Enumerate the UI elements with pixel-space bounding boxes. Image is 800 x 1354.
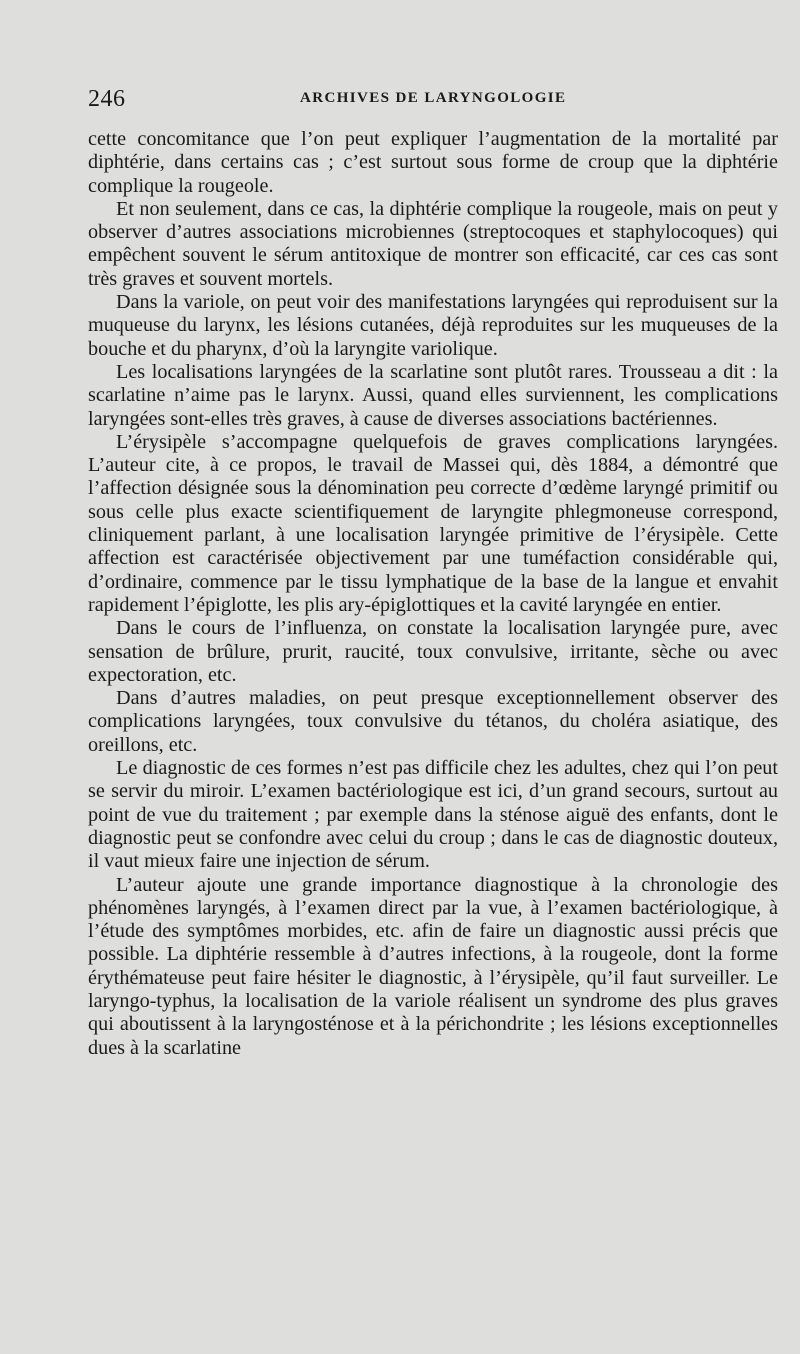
paragraph: Dans d’autres maladies, on peut presque exceptionnellement observer des complications laryngées, toux convulsive du tétanos, du choléra asiatique, des oreillons, etc.	[88, 687, 778, 756]
body-text	[88, 128, 778, 1060]
paragraph: cette concomitance que l’on peut expliquer l’augmentation de la mortalité par diphtérie, dans certains cas ; c’est surtout sous forme de croup que la diphtérie complique la rougeole.	[88, 128, 778, 197]
paragraph: Et non seulement, dans ce cas, la diphtérie complique la rougeole, mais on peut y observer d’autres associations microbiennes (streptocoques et staphylocoques) qui empêchent souvent le sérum antitoxique de montrer son efficacité, car ces cas sont très graves et souvent mortels.	[88, 197, 778, 290]
paragraph: L’érysipèle s’accompagne quelquefois de graves complications laryngées. L’auteur cite, à ce propos, le travail de Massei qui, dès 1884, a démontré que l’affection désignée sous la dénomination peu correcte d’œdème laryngé primitif ou sous celle plus exacte scientifiquement de laryngite phlegmoneuse correspond, cliniquement parlant, à une localisation laryngée primitive de l’érysipèle. Cette affection est caractérisée objectivement par une tuméfaction considérable qui, d’ordinaire, commence par le tissu lymphatique de la base de la langue et envahit rapidement l’épiglotte, les plis ary-épiglottiques et la cavité laryngée en entier.	[88, 430, 778, 616]
journal-title: ARCHIVES DE LARYNGOLOGIE	[300, 90, 567, 106]
paragraph: Les localisations laryngées de la scarlatine sont plutôt rares. Trousseau a dit : la scarlatine n’aime pas le larynx. Aussi, quand elles surviennent, les complications laryngées sont-elles très graves, à cause de diverses associations bactériennes.	[88, 360, 778, 430]
paragraph: L’auteur ajoute une grande importance diagnostique à la chronologie des phénomènes laryngés, à l’examen direct par la vue, à l’examen bactériologique, à l’étude des symptômes morbides, etc. afin de faire un diagnostic aussi précis que possible. La diphtérie ressemble à d’autres infections, à la rougeole, dont la forme érythémateuse peut faire hésiter le diagnostic, à l’érysipèle, qu’il faut surveiller. Le laryngo-typhus, la localisation de la variole réalisent un syndrome des plus graves qui aboutissent à la laryngosténose et à la périchondrite ; les lésions exceptionnelles dues à la scarlatine	[88, 873, 778, 1059]
paragraph: Dans la variole, on peut voir des manifestations laryngées qui reproduisent sur la muqueuse du larynx, les lésions cutanées, déjà reproduites sur les muqueuses de la bouche et du pharynx, d’où la laryngite variolique.	[88, 291, 778, 360]
paragraph: Le diagnostic de ces formes n’est pas difficile chez les adultes, chez qui l’on peut se servir du miroir. L’examen bactériologique est ici, d’un grand secours, surtout au point de vue du traitement ; par exemple dans la sténose aiguë des enfants, dont le diagnostic peut se confondre avec celui du croup ; dans le cas de diagnostic douteux, il vaut mieux faire une injection de sérum.	[88, 757, 778, 873]
page-number: 246	[88, 86, 126, 112]
running-head	[88, 86, 778, 116]
paragraph: Dans le cours de l’influenza, on constate la localisation laryngée pure, avec sensation de brûlure, prurit, raucité, toux convulsive, irritante, sèche ou avec expectoration, etc.	[88, 617, 778, 686]
